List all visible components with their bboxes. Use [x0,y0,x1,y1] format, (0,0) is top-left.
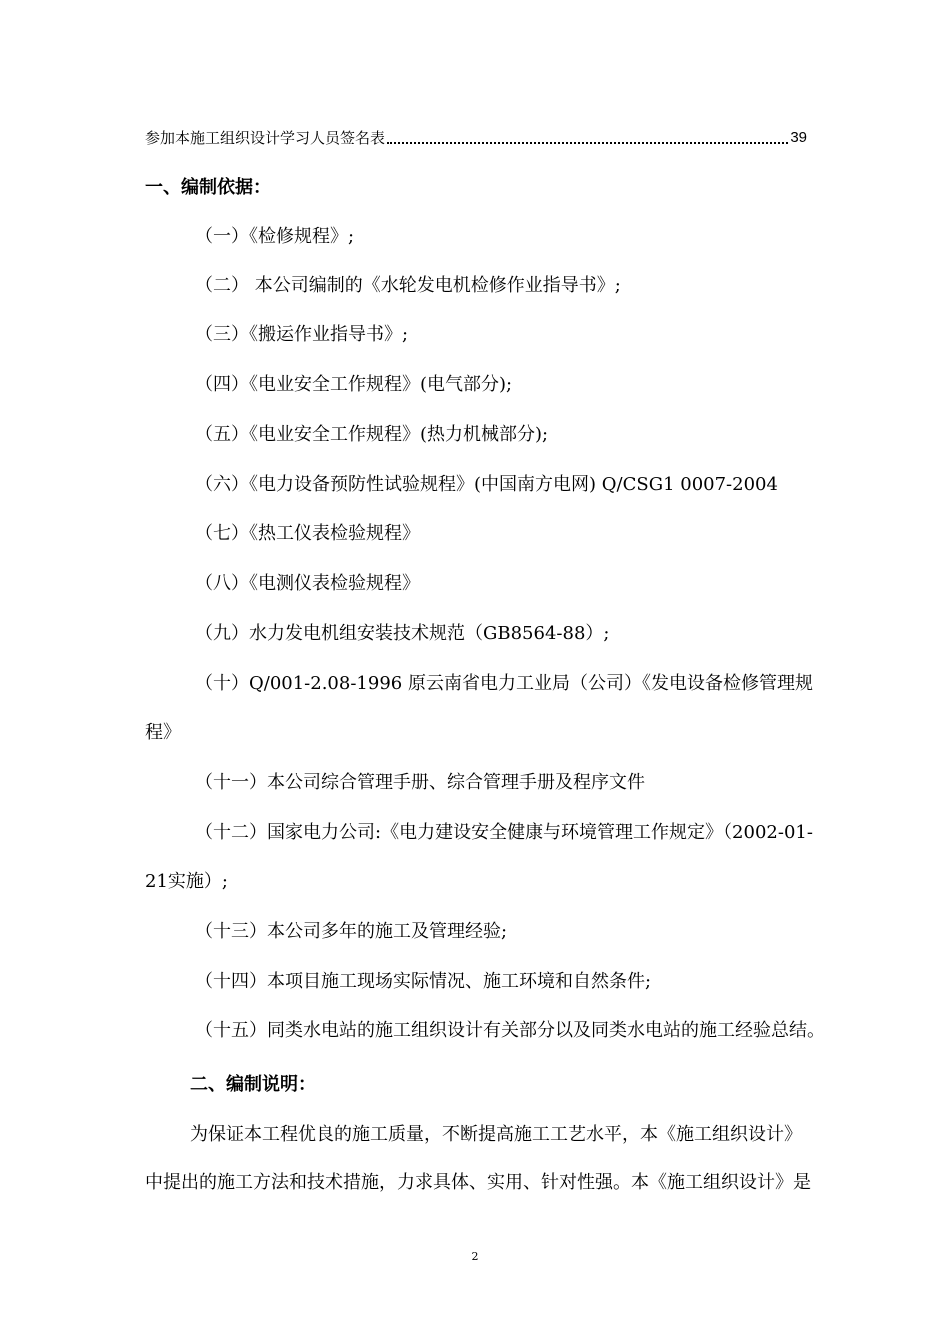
basis-item-1: （一）《检修规程》; [195,226,355,247]
basis-item-15: （十五）同类水电站的施工组织设计有关部分以及同类水电站的施工经验总结。 [195,1020,825,1041]
section-heading-notes: 二、编制说明： [190,1074,316,1095]
basis-item-12-line1: （十二）国家电力公司:《电力建设安全健康与环境管理工作规定》（2002-01- [195,822,813,843]
basis-item-14: （十四）本项目施工现场实际情况、施工环境和自然条件; [195,971,652,992]
basis-item-11: （十一）本公司综合管理手册、综合管理手册及程序文件 [195,772,645,793]
notes-line-1: 为保证本工程优良的施工质量，不断提高施工工艺水平，本《施工组织设计》 [190,1124,802,1145]
toc-entry-title: 参加本施工组织设计学习人员签名表 [145,129,386,147]
toc-entry-page: 39 [790,129,807,146]
section-heading-basis: 一、编制依据： [145,177,271,198]
basis-item-8: （八）《电测仪表检验规程》 [195,573,420,594]
toc-entry[interactable] [145,125,807,149]
basis-item-7: （七）《热工仪表检验规程》 [195,523,420,544]
basis-item-3: （三）《搬运作业指导书》; [195,324,409,345]
basis-item-4: （四）《电业安全工作规程》(电气部分); [195,374,513,395]
basis-item-6: （六）《电力设备预防性试验规程》(中国南方电网) Q/CSG1 0007-2004 [195,474,778,495]
page-number: 2 [471,1250,479,1263]
basis-item-12-line2: 21实施）; [145,871,228,892]
basis-item-9: （九）水力发电机组安装技术规范（GB8564-88）; [195,623,610,644]
basis-item-13: （十三）本公司多年的施工及管理经验; [195,921,508,942]
toc-leader-dots [387,141,788,144]
basis-item-10-line2: 程》 [145,722,181,743]
basis-item-2: （二） 本公司编制的《水轮发电机检修作业指导书》; [195,275,621,296]
notes-line-2: 中提出的施工方法和技术措施，力求具体、实用、针对性强。本《施工组织设计》是 [145,1172,811,1193]
basis-item-10-line1: （十）Q/001-2.08-1996 原云南省电力工业局（公司）《发电设备检修管理规 [195,673,813,694]
basis-item-5: （五）《电业安全工作规程》(热力机械部分); [195,424,549,445]
